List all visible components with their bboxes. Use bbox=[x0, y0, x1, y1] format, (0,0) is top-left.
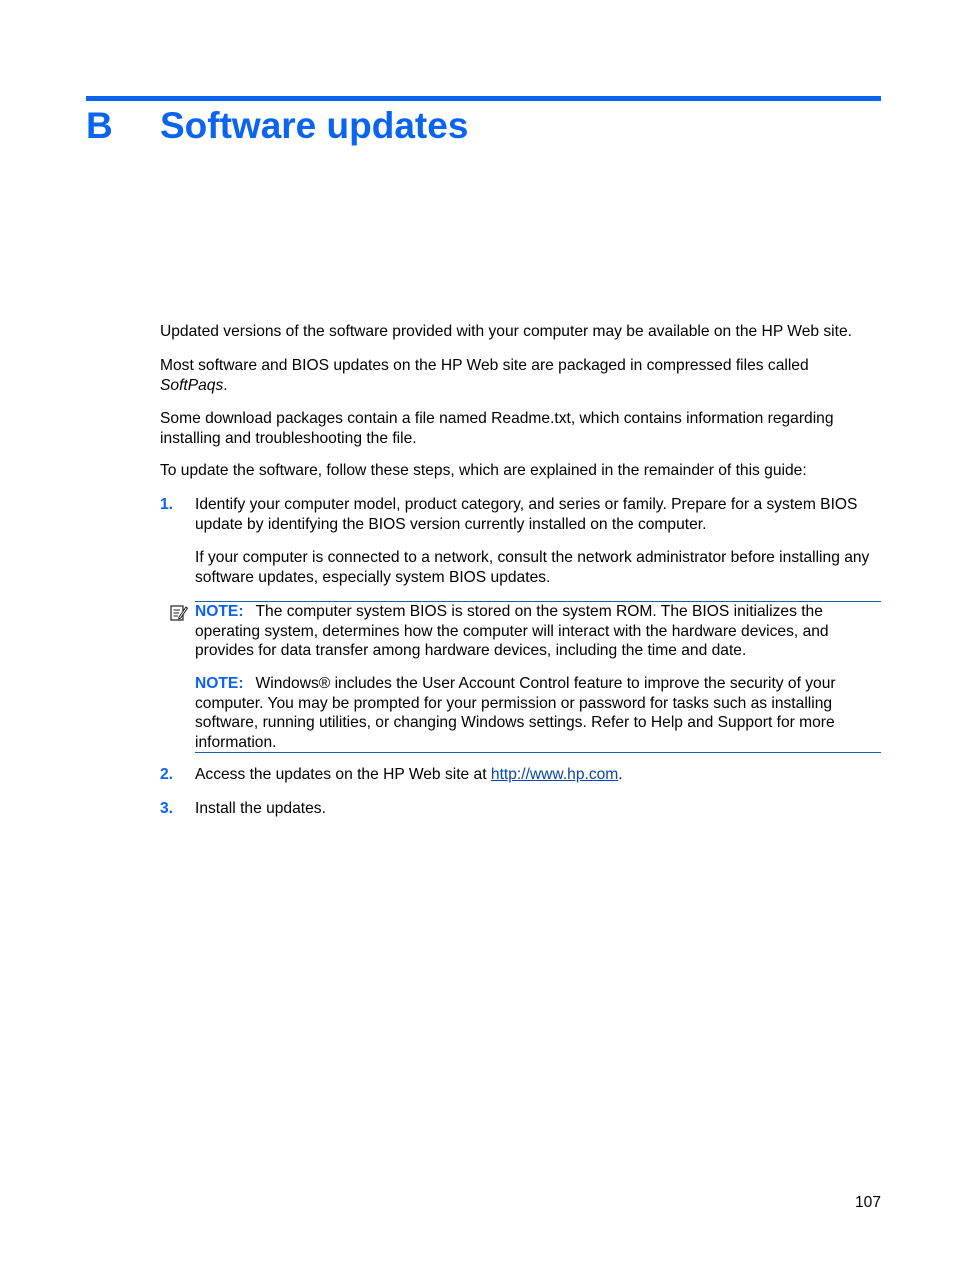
softpaqs-term: SoftPaqs bbox=[160, 376, 224, 394]
note-block bbox=[195, 601, 881, 753]
step-text: Install the updates. bbox=[195, 800, 326, 817]
step-text: Identify your computer model, product category, and series or family. Prepare for a system BIOS update by identifying the BIOS version currently installed on the computer. bbox=[195, 496, 858, 533]
note-label: NOTE: bbox=[195, 675, 244, 692]
chapter-letter: B bbox=[86, 105, 113, 146]
intro-paragraph-1: Updated versions of the software provided with your computer may be available on the HP Web site. bbox=[160, 323, 852, 340]
intro-paragraph-3: Some download packages contain a file named Readme.txt, which contains information regarding installing and troubleshooting the file. bbox=[160, 410, 834, 447]
note-2 bbox=[195, 674, 881, 752]
step-number: 3. bbox=[160, 800, 174, 817]
note-label: NOTE: bbox=[195, 603, 244, 620]
chapter-title: Software updates bbox=[160, 105, 469, 146]
intro-paragraph-4: To update the software, follow these steps, which are explained in the remainder of this guide: bbox=[160, 462, 807, 479]
hp-website-link[interactable]: http://www.hp.com bbox=[490, 766, 619, 783]
intro-paragraph-2: Most software and BIOS updates on the HP Web site are packaged in compressed files called SoftPaqs. bbox=[160, 357, 809, 394]
step-subtext: If your computer is connected to a network, consult the network administrator before installing any software updates, especially system BIOS updates. bbox=[195, 549, 870, 586]
step-number: 1. bbox=[160, 496, 174, 513]
step-text: Access the updates on the HP Web site at http://www.hp.com. bbox=[195, 766, 623, 783]
note-text: The computer system BIOS is stored on the system ROM. The BIOS initializes the operating system, determines how the computer will interact with the hardware devices, and provides for data transfer among hardware devices, including the time and date. bbox=[195, 603, 829, 659]
note-text: Windows® includes the User Account Control feature to improve the security of your computer. You may be prompted for your permission or password for tasks such as installing software, running utilities, or changing Windows settings. Refer to Help and Support for more information. bbox=[195, 675, 836, 751]
page-number: 107 bbox=[854, 1194, 881, 1211]
note-pad-icon bbox=[169, 603, 189, 623]
step-number: 2. bbox=[160, 766, 174, 783]
note-1 bbox=[195, 602, 881, 661]
